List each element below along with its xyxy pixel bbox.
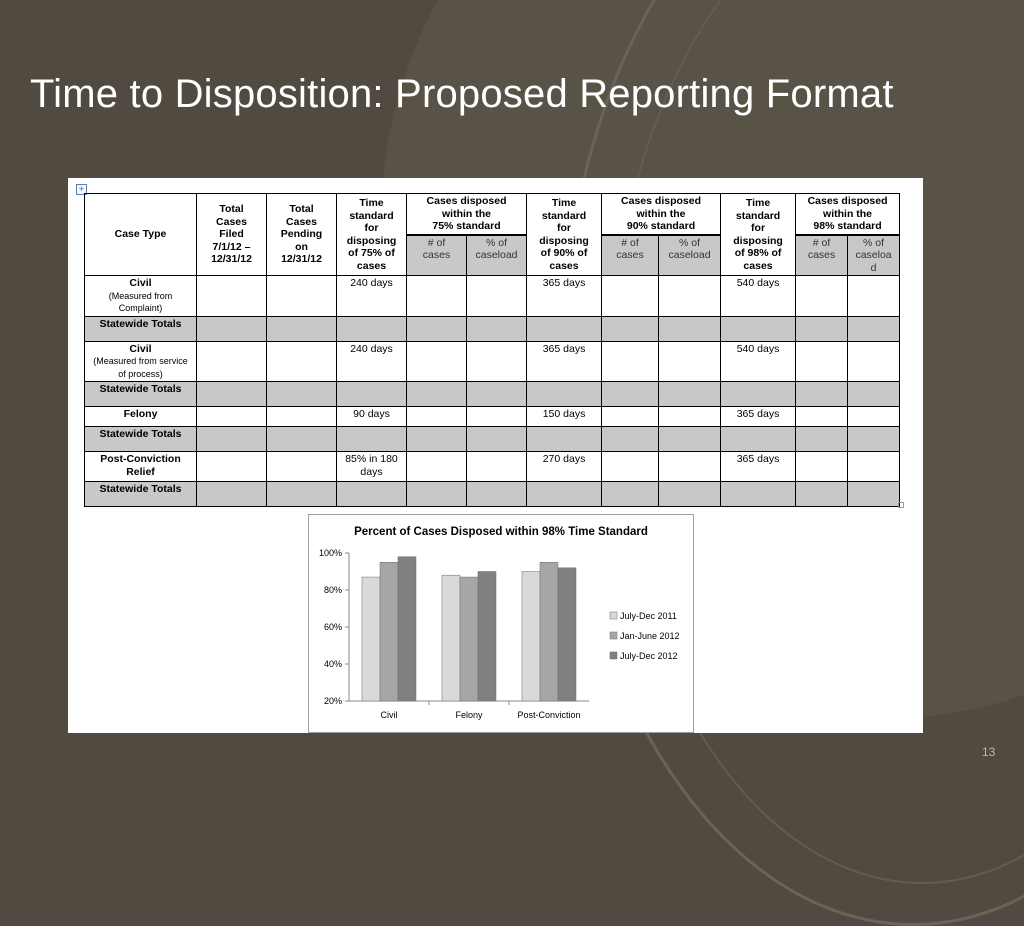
- subheader-pct-caseload-98: % of caseloa d: [848, 235, 900, 276]
- std-75-cell: 240 days: [337, 341, 407, 382]
- legend-swatch: [610, 632, 617, 639]
- std-98-cell: 540 days: [721, 341, 796, 382]
- statewide-totals-row: [85, 427, 900, 452]
- slide-number: 13: [982, 745, 996, 759]
- bar: [398, 557, 416, 701]
- table-row: [85, 276, 900, 317]
- header-total-filed: Total Cases Filed 7/1/12 – 12/31/12: [197, 194, 267, 276]
- table-row: [85, 341, 900, 382]
- totals-label: Statewide Totals: [85, 316, 197, 341]
- statewide-totals-row: [85, 482, 900, 507]
- statewide-totals-row: [85, 382, 900, 407]
- slide-title: Time to Disposition: Proposed Reporting Format: [30, 72, 894, 116]
- legend-swatch: [610, 652, 617, 659]
- table-resize-handle[interactable]: [898, 502, 904, 508]
- y-tick-label: 60%: [323, 622, 342, 632]
- header-disposed-75: Cases disposed within the 75% standard: [407, 194, 527, 235]
- std-90-cell: 365 days: [527, 341, 602, 382]
- std-90-cell: 270 days: [527, 452, 602, 482]
- subheader-num-cases-90: # of cases: [602, 235, 659, 276]
- legend-label: July-Dec 2012: [620, 651, 678, 661]
- table-header-row: [85, 194, 900, 235]
- content-panel: [68, 178, 923, 733]
- bar-chart: [308, 514, 694, 733]
- header-case-type: Case Type: [85, 194, 197, 276]
- case-type-cell: Civil (Measured from service of process): [85, 341, 197, 382]
- table-move-handle-icon[interactable]: +: [76, 184, 87, 195]
- totals-label: Statewide Totals: [85, 427, 197, 452]
- bar: [522, 572, 540, 702]
- subheader-pct-caseload-75: % of caseload: [467, 235, 527, 276]
- std-75-cell: 85% in 180 days: [337, 452, 407, 482]
- subheader-num-cases-75: # of cases: [407, 235, 467, 276]
- bar: [362, 577, 380, 701]
- y-tick-label: 80%: [323, 585, 342, 595]
- header-disposed-90: Cases disposed within the 90% standard: [602, 194, 721, 235]
- legend-label: Jan-June 2012: [620, 631, 680, 641]
- totals-label: Statewide Totals: [85, 482, 197, 507]
- y-tick-label: 20%: [323, 696, 342, 706]
- header-total-pending: Total Cases Pending on 12/31/12: [267, 194, 337, 276]
- std-75-cell: 240 days: [337, 276, 407, 317]
- legend-label: July-Dec 2011: [620, 611, 677, 621]
- bar-chart-svg: [309, 515, 693, 732]
- table-row: [85, 407, 900, 427]
- legend-swatch: [610, 612, 617, 619]
- std-90-cell: 365 days: [527, 276, 602, 317]
- header-std-90: Time standard for disposing of 90% of cases: [527, 194, 602, 276]
- bar: [460, 577, 478, 701]
- statewide-totals-row: [85, 316, 900, 341]
- x-tick-label: Post-Conviction: [517, 710, 581, 720]
- std-75-cell: 90 days: [337, 407, 407, 427]
- table-row: [85, 452, 900, 482]
- bar: [442, 575, 460, 701]
- chart-title: Percent of Cases Disposed within 98% Time Standard: [354, 526, 648, 538]
- y-tick-label: 100%: [318, 548, 342, 558]
- reporting-format-table: [84, 193, 900, 507]
- case-type-cell: Civil (Measured from Complaint): [85, 276, 197, 317]
- subheader-pct-caseload-90: % of caseload: [659, 235, 721, 276]
- std-98-cell: 540 days: [721, 276, 796, 317]
- bar: [380, 562, 398, 701]
- subheader-num-cases-98: # of cases: [796, 235, 848, 276]
- bar: [558, 568, 576, 701]
- std-90-cell: 150 days: [527, 407, 602, 427]
- bar: [478, 572, 496, 702]
- case-type-cell: Post-Conviction Relief: [85, 452, 197, 482]
- y-tick-label: 40%: [323, 659, 342, 669]
- bar: [540, 562, 558, 701]
- header-std-98: Time standard for disposing of 98% of cases: [721, 194, 796, 276]
- std-98-cell: 365 days: [721, 452, 796, 482]
- x-tick-label: Civil: [380, 710, 398, 720]
- header-disposed-98: Cases disposed within the 98% standard: [796, 194, 900, 235]
- case-type-cell: Felony: [85, 407, 197, 427]
- header-std-75: Time standard for disposing of 75% of cases: [337, 194, 407, 276]
- std-98-cell: 365 days: [721, 407, 796, 427]
- x-tick-label: Felony: [455, 710, 483, 720]
- totals-label: Statewide Totals: [85, 382, 197, 407]
